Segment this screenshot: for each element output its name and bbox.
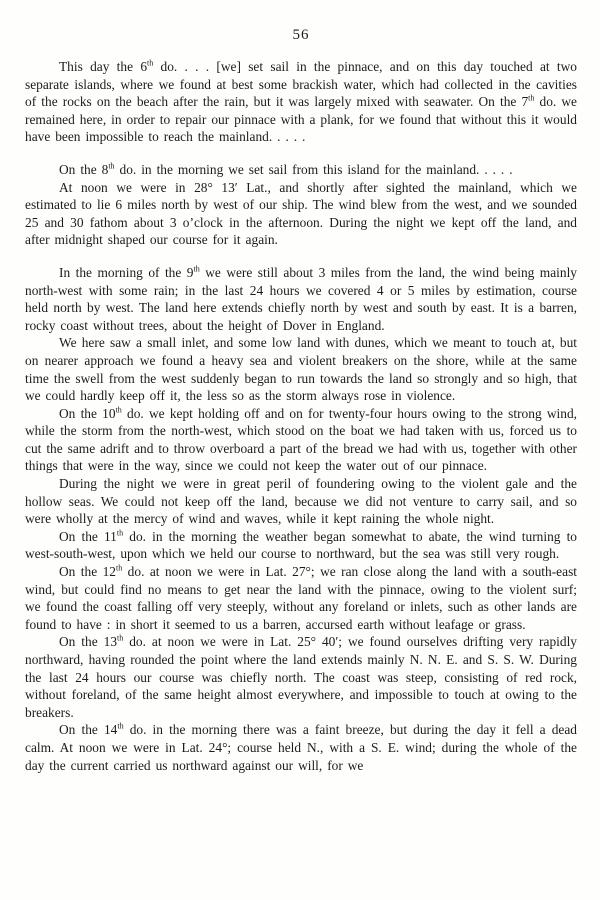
paragraph: On the 13th do. at noon we were in Lat. 25° 40′; we found ourselves drifting very rapidly northward, having rounded the point where the land extends mainly N. N. E. and S. S. W. During the last 24 hours our course was chiefly north. The coast was steep, consisting of red rock, without foreland, of the same height almost everywhere, and impossible to touch at owing to the breakers. bbox=[25, 633, 577, 720]
ordinal-superscript: th bbox=[116, 563, 123, 573]
paragraph: On the 8th do. in the morning we set sail from this island for the mainland. . . . . bbox=[59, 161, 513, 177]
paragraph: In the morning of the 9th we were still about 3 miles from the land, the wind being mainly north-west with some rain; in the last 24 hours we covered 4 or 5 miles by estimation, course held north by west. The land here extends chiefly north by west and south by east. It is a barren, rocky coast without trees, about the height of Dover in England. bbox=[25, 264, 578, 333]
text-block bbox=[25, 58, 577, 774]
paragraph: On the 10th do. we kept holding off and on for twenty-four hours owing to the strong wind, while the storm from the north-west, which stood on the boat we had taken with us, forced us to cut the same adrift and to throw overboard a part of the bread we had with us, together with other things that were in the way, since we could not keep the water out of our pinnace. bbox=[25, 405, 577, 474]
paragraph: On the 11th do. in the morning the weather began somewhat to abate, the wind turning to west-south-west, upon which we held our course to northward, but the sea was still very rough. bbox=[25, 528, 578, 562]
ordinal-superscript: th bbox=[115, 405, 122, 415]
ordinal-superscript: th bbox=[108, 161, 115, 171]
ordinal-superscript: th bbox=[117, 633, 124, 643]
ordinal-superscript: th bbox=[116, 528, 124, 538]
paragraph: We here saw a small inlet, and some low land with dunes, which we meant to touch at, but on nearer approach we found a heavy sea and violent breakers on the shore, while at the same time the swell from the west suddenly began to run towards the land so strongly and so high, that we could hardly keep off it, the less so as the storm always rose in violence. bbox=[25, 335, 577, 404]
paragraph: On the 12th do. at noon we were in Lat. 27°; we ran close along the land with a south-east wind, but could find no means to get near the land with the pinnace, owing to the violent surf; we found the coast falling off very steeply, without any foreland or inlets, such as other lands are found to have : in short it seemed to us a barren, accursed earth without leafage or grass. bbox=[25, 563, 577, 632]
paragraph: At noon we were in 28° 13′ Lat., and shortly after sighted the mainland, which we estimated to lie 6 miles north by west of our ship. The wind blew from the west, and we sounded 25 and 30 fathom about 3 o’clock in the afternoon. During the night we kept off the land, and after midnight shaped our course for it again. bbox=[25, 179, 577, 248]
page-number: 56 bbox=[292, 27, 310, 43]
ordinal-superscript: th bbox=[193, 264, 200, 274]
ordinal-superscript: th bbox=[147, 58, 154, 68]
paragraph: On the 14th do. in the morning there was a faint breeze, but during the day it fell a dead calm. At noon we were in Lat. 24°; course held N., with a S. E. wind; during the whole of the day the current carried us northward against our will, for we bbox=[25, 721, 577, 773]
paragraph: This day the 6th do. . . . [we] set sail in the pinnace, and on this day touched at two separate islands, where we found at best some brackish water, which had collected in the cavities of the rocks on the beach after the rain, but it was largely mixed with seawater. On the 7th do. we remained here, in order to repair our pinnace with a plank, for we found that without this it would have been impossible to reach the mainland. . . . . bbox=[25, 58, 577, 145]
paragraph: During the night we were in great peril of foundering owing to the violent gale and the hollow seas. We could not keep off the land, because we did not venture to carry sail, and so were wholly at the mercy of wind and waves, while it kept raining the whole night. bbox=[25, 476, 577, 527]
ordinal-superscript: th bbox=[117, 721, 124, 731]
ordinal-superscript: th bbox=[528, 93, 535, 103]
